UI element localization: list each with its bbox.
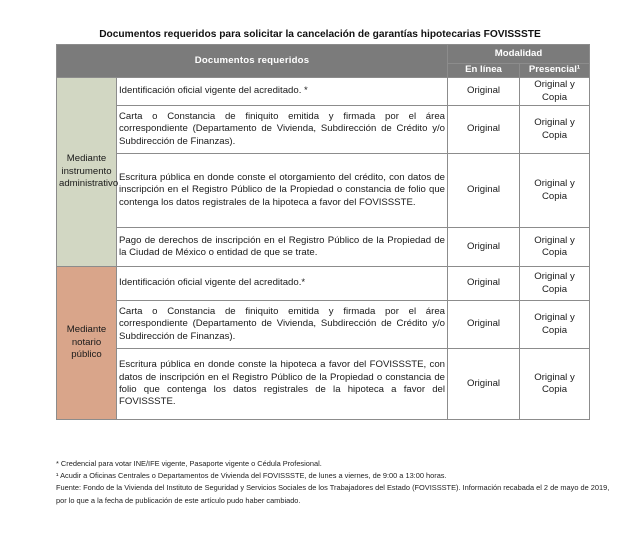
header-documentos: Documentos requeridos	[57, 45, 448, 78]
document-cell: Escritura pública en donde conste la hipoteca a favor del FOVISSSTE, con datos de inscripción en el Registro Público de la Propiedad o constancia de folio que contenga los datos registrales de la hipoteca a favor del FOVISSSTE.	[117, 349, 448, 420]
document-cell: Escritura pública en donde conste el otorgamiento del crédito, con datos de inscripción en el Registro Público de la Propiedad o constancia de folio que contenga los datos registrales de la hipoteca a favor del FOVISSSTE.	[117, 154, 448, 228]
table-row	[57, 106, 590, 154]
group-label-cell: Mediante instrumento administrativo	[57, 78, 117, 267]
en-linea-cell: Original	[448, 106, 520, 154]
document-cell: Carta o Constancia de finiquito emitida y firmada por el área correspondiente (Departamento de Vivienda, Subdirección de Crédito y/o Subdirección de Finanzas).	[117, 106, 448, 154]
header-en-linea: En línea	[448, 64, 520, 78]
table-row	[57, 301, 590, 349]
en-linea-cell: Original	[448, 78, 520, 106]
group-label-cell: Mediante notario público	[57, 267, 117, 420]
footnotes	[56, 458, 636, 507]
en-linea-cell: Original	[448, 301, 520, 349]
presencial-cell: Original y Copia	[520, 349, 590, 420]
table-body	[57, 78, 590, 420]
document-cell: Identificación oficial vigente del acreditado.*	[117, 267, 448, 301]
table-row	[57, 78, 590, 106]
presencial-cell: Original y Copia	[520, 78, 590, 106]
table-row	[57, 154, 590, 228]
presencial-cell: Original y Copia	[520, 267, 590, 301]
source-note: Fuente: Fondo de la Vivienda del Instituto de Seguridad y Servicios Sociales de los Trabajadores del Estado (FOVISSSTE). Información recabada el 2 de mayo de 2019, por lo que a la fecha de publicación de este artículo pudo haber cambiado.	[56, 483, 610, 505]
en-linea-cell: Original	[448, 267, 520, 301]
table-row	[57, 267, 590, 301]
presencial-cell: Original y Copia	[520, 154, 590, 228]
document-cell: Identificación oficial vigente del acreditado. *	[117, 78, 448, 106]
table-title: Documentos requeridos para solicitar la cancelación de garantías hipotecarias FOVISSSTE	[99, 29, 541, 40]
en-linea-cell: Original	[448, 228, 520, 267]
requirements-table	[56, 44, 590, 420]
header-presencial: Presencial¹	[520, 64, 590, 78]
presencial-cell: Original y Copia	[520, 106, 590, 154]
presencial-cell: Original y Copia	[520, 228, 590, 267]
header-modalidad: Modalidad	[448, 45, 590, 64]
en-linea-cell: Original	[448, 154, 520, 228]
table-row	[57, 228, 590, 267]
en-linea-cell: Original	[448, 349, 520, 420]
document-cell: Pago de derechos de inscripción en el Registro Público de la Propiedad de la Ciudad de México o entidad de que se trate.	[117, 228, 448, 267]
presencial-cell: Original y Copia	[520, 301, 590, 349]
table-row	[57, 349, 590, 420]
document-cell: Carta o Constancia de finiquito emitida y firmada por el área correspondiente (Departamento de Vivienda, Subdirección de Crédito y/o Subdirección de Finanzas).	[117, 301, 448, 349]
footnote-credencial: * Credencial para votar INE/IFE vigente, Pasaporte vigente o Cédula Profesional.	[56, 459, 322, 468]
footnote-acudir: ¹ Acudir a Oficinas Centrales o Departamentos de Vivienda del FOVISSSTE, de lunes a viernes, de 9:00 a 13:00 horas.	[56, 471, 447, 481]
